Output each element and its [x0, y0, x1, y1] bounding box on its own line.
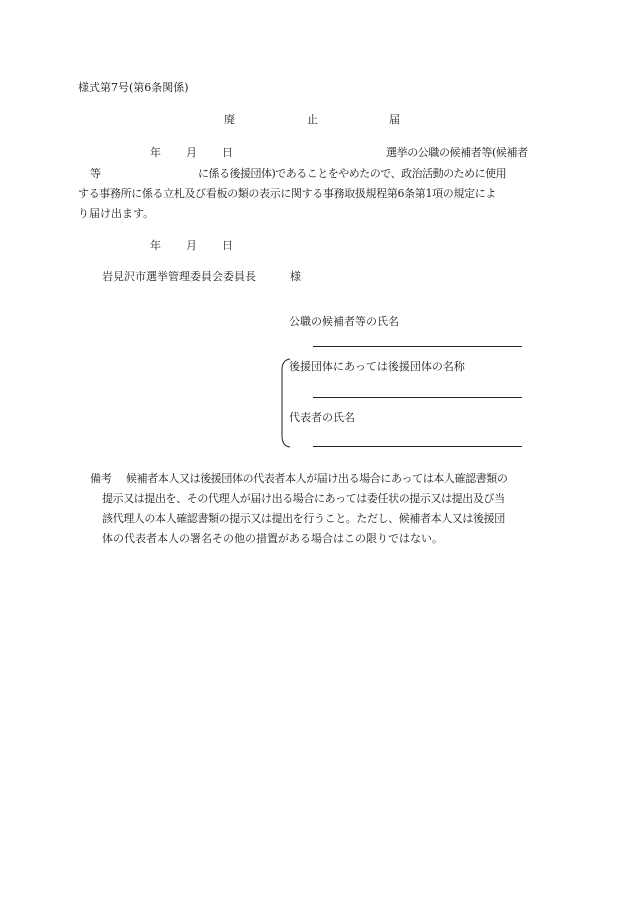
date-year: 年 [150, 239, 161, 252]
body-line-2: に係る後援団体)であることをやめたので、政治活動のために使用 [198, 167, 507, 180]
body-year: 年 [150, 146, 161, 159]
support-group-line [313, 397, 522, 398]
remarks-line-1: 候補者本人又は後援団体の代表者本人が届け出る場合にあっては本人確認書類の [126, 472, 508, 485]
date-day: 日 [222, 239, 233, 252]
addressee-honorific: 様 [290, 270, 301, 283]
representative-label: 代表者の氏名 [289, 411, 355, 424]
remarks-line-3: 該代理人の本人確認書類の提示又は提出を行うこと。ただし、候補者本人又は後援団 [102, 512, 505, 525]
body-line-4: り届け出ます。 [78, 207, 155, 220]
remarks-line-2: 提示又は提出を、その代理人が届け出る場合にあっては委任状の提示又は提出及び当 [102, 492, 505, 505]
addressee-name: 岩見沢市選挙管理委員会委員長 [102, 270, 256, 283]
body-month: 月 [186, 146, 197, 159]
remarks-line-4: 体の代表者本人の署名その他の措置がある場合はこの限りではない。 [102, 532, 443, 545]
date-month: 月 [186, 239, 197, 252]
title-char-3: 届 [389, 113, 400, 126]
title-char-2: 止 [307, 113, 318, 126]
body-line-1: 選挙の公職の候補者等(候補者 [386, 146, 528, 159]
body-line-3: する事務所に係る立札及び看板の類の表示に関する事務取扱規程第6条第1項の規定によ [78, 187, 496, 200]
body-day: 日 [222, 146, 233, 159]
candidate-name-label: 公職の候補者等の氏名 [289, 315, 399, 328]
representative-line [313, 446, 522, 447]
form-label: 様式第7号(第6条関係) [78, 81, 189, 94]
candidate-name-line [313, 346, 522, 347]
body-line-2-start: 等 [90, 167, 101, 180]
support-group-label: 後援団体にあっては後援団体の名称 [289, 360, 465, 373]
remarks-label: 備考 [90, 472, 112, 485]
title-char-1: 廃 [224, 113, 235, 126]
